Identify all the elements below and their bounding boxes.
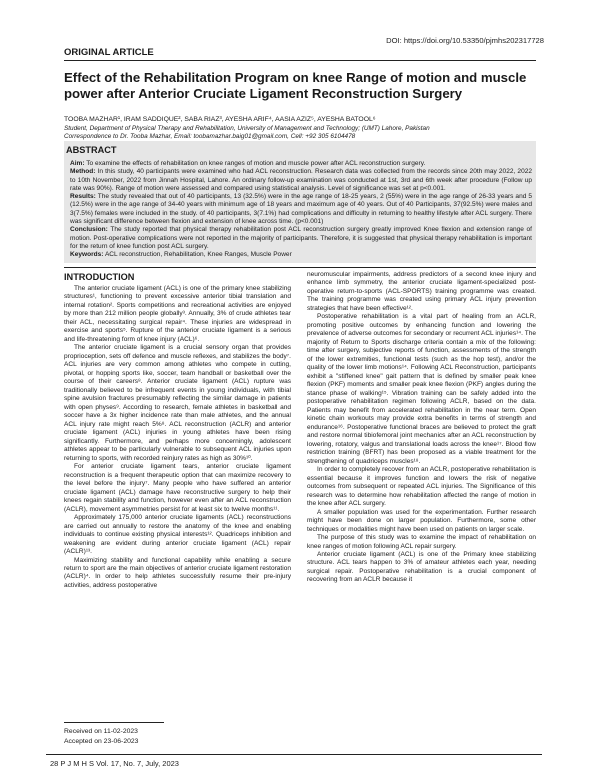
right-column — [307, 271, 536, 585]
body-paragraph: Postoperative rehabilitation is a vital part of healing from an ACLR, promoting positive outcomes by enhancing function and lowering the prevalence of adverse outcomes for secondary or recurrent ACL injuries¹⁴. The majority of Return to Sports discharge criteria contain a mix of the following: time after surgery, subjective reports of function, assessments of the strength of the lower extremities, functional tests (such as the hop test), and/or the quality of the lower limb motions¹⁴. Following ACL Reconstruction, participants exhibit a "stiffened knee" gait pattern that is defined by smaller peak knee flexion (PKF) moments and smaller peak knee flexion (PKF) angles during the stance phase of walking¹⁵. Vibration training can be safely added into the postoperative rehabilitation regimen following ACLR, based on the data. Patients may benefit from accelerated rehabilitation in the near term. Open kinetic chain workouts may provide extra benefits in terms of strength and endurance¹⁶. Postoperative functional braces are believed to protect the graft and restore normal tibiofemoral joint mechanics after an ACL reconstruction by lowering, rotatory, valgus and translational loads across the knee¹⁷. Blood flow restriction training (BFRT) has been proposed as a viable treatment for the strengthening of quadriceps muscles¹⁸. — [307, 313, 536, 465]
abstract-divider — [64, 267, 536, 268]
abstract-item-text: ACL reconstruction, Rehabilitation, Knee Ranges, Muscle Power — [103, 251, 292, 259]
article-title: Effect of the Rehabilitation Program on knee Range of motion and muscle power after Anterior Cruciate Ligament Reconstruction Surgery — [64, 70, 527, 101]
doi-link[interactable]: DOI: https://doi.org/10.53350/pjmhs202317728 — [386, 36, 544, 45]
author-block — [64, 116, 540, 142]
header-divider — [64, 60, 536, 61]
abstract-item-text: The study reported that physical therapy rehabilitation post ACL reconstruction surgery greatly improved Knee flexion and extension range of motion. Post-operative complications were not reported in the majority of participants. Therefore, it is suggested that physical therapy rehabilitation is important for the return of knee function post ACL surgery. — [70, 226, 532, 250]
abstract-item — [70, 168, 532, 193]
received-divider — [64, 722, 164, 723]
abstract-item-label: Aim: — [70, 160, 85, 167]
body-paragraph: Approximately 175,000 anterior cruciate ligaments (ACL) reconstructions are carried out annually to restore the anatomy of the knee and enabling individuals to continue existing physical interests¹². Quadriceps inhibition and weakening are evident during anterior cruciate ligament (ACL) repair (ACLR)¹³. — [64, 514, 291, 556]
abstract-item-text: The study revealed that out of 40 participants, 13 (32.5%) were in the age range of 18-25 years, 2 (55%) were in the age range of 26-33 years and 5 (12.5%) were in the age range of 34-40 years with minimum age of 18 years and maximum age of 40 years. Out of 40 Participants, 37(92.5%) were males and 3(7.5%) females were included in the study. of 40 participants, 3(7.1%) had complications and difficulty in returning to healthy lifestyle after ACL surgery. There was significant difference between flexion and extension of knee across time. (p<0.001) — [70, 193, 532, 226]
body-paragraph: The anterior cruciate ligament (ACL) is one of the primary knee stabilizing structures¹, functioning to prevent excessive anterior tibial translation and internal rotation². Sports competitions and recreational activities are enjoyed by more than 212 million people globally³. Annually, 3% of crude athletes tear their ACL, necessitating surgical repair⁴. These injuries are widespread in exercise and sports⁵. Rupture of the anterior cruciate ligament is a serious and life-threatening form of knee injury (ACL)⁶. — [64, 285, 291, 343]
author-list: TOOBA MAZHAR¹, IRAM SADDIQUE², SABA RIAZ³, AYESHA ARIF⁴, AASIA AZIZ⁵, AYESHA BATOOL⁶ — [64, 116, 376, 123]
abstract-heading: ABSTRACT — [66, 145, 117, 155]
abstract-item-label: Method: — [70, 168, 96, 176]
introduction-heading: INTRODUCTION — [64, 272, 135, 282]
abstract-item-text: In this study, 40 participants were examined who had ACL reconstruction. Research data was collected from the records since 20th may 2022, 2022 to 10th November, 2022 from Jinnah Hospital, Lahore. An ordinary follow-up examination was conducted at 1st, 3rd and 6th week after procedure (Follow up rate was 90%). Range of motion were assessed and compared using statistical analysis. Level of significance was set at p<0.001. — [70, 168, 532, 192]
abstract-body — [70, 160, 532, 260]
abstract-item-text: To examine the effects of rehabilitation on knee ranges of motion and muscle power after ACL reconstruction surgery. — [84, 160, 426, 167]
left-column — [64, 285, 291, 590]
article-type: ORIGINAL ARTICLE — [64, 47, 154, 58]
accepted-date: Accepted on 23-06-2023 — [64, 737, 139, 745]
abstract-item-label: Keywords: — [70, 251, 104, 259]
body-paragraph: In order to completely recover from an ACLR, postoperative rehabilitation is essential because it improves function and lowers the risk of negative outcomes from subsequent or repeated ACL injuries. The Significance of this research was to determine how rehabilitation affected the range of motion in the knee after ACL surgery. — [307, 466, 536, 508]
abstract-item — [70, 160, 532, 168]
body-paragraph: Anterior cruciate ligament (ACL) is one of the Primary knee stabilizing structure. ACL tears happen to 3% of amateur athletes each year, needing surgical repair. Postoperative rehabilitation is a crucial component of recovering from an ACLR because it — [307, 550, 536, 584]
body-paragraph: Maximizing stability and functional capability while enabling a secure return to sport are the main objectives of anterior cruciate ligament restoration (ACLR)⁴. In order to help athletes successfully resume their pre-injury activities, address postoperative — [64, 556, 291, 589]
received-date: Received on 11-02-2023 — [64, 728, 138, 735]
abstract-item — [70, 251, 532, 259]
body-paragraph: The anterior cruciate ligament is a crucial sensory organ that provides proprioception, sets off defence and muscle reflexes, and stabilizes the body⁷. ACL injuries are very common among athletes who compete in cutting, pivotal, or hopping sports like, soccer, team handball or basketball over the course of their careers⁸. Anterior cruciate ligament (ACL) rupture was traditionally believed to be infrequent events in young individuals, with tibial spine avulsion fractures presumably reflecting the similar damage in patients with open physes⁹. According to research, female athletes in basketball and soccer have a 3x higher incidence rate than male athletes, and the annual ACL injury rate might reach 5%⁸. ACL reconstruction (ACLR) and anterior cruciate ligament (ACL) injuries in young athletes have been rising significantly. Furthermore, and perhaps more concerningly, adolescent athletes appear to be particularly vulnerable to subsequent ACL injuries upon returning to sports, with recorded reinjury rates as high as 30%¹⁰. — [64, 344, 291, 462]
body-paragraph: The purpose of this study was to examine the impact of rehabilitation on knee ranges of motion following ACL repair surgery. — [307, 534, 536, 550]
body-paragraph: A smaller population was used for the experimentation. Further research might have been done on larger population. Furthermore, some other techniques or modalities might have been used on patients on larger scale. — [307, 508, 536, 533]
affiliation: Student, Department of Physical Therapy and Rehabilitation, University of Management and Technology; (UMT) Lahore, Pakistan — [64, 124, 430, 132]
footer-divider — [46, 754, 542, 755]
correspondence: Correspondence to Dr. Tooba Mazhar, Email: toobamazhar.baig01@gmail.com, Cell: +92 305 6104478 — [64, 133, 356, 141]
abstract-item-label: Conclusion: — [70, 226, 108, 234]
abstract-item-label: Results: — [70, 193, 96, 201]
body-paragraph: For anterior cruciate ligament tears, anterior cruciate ligament reconstruction is a frequent therapeutic option that can maximize recovery to the level before the injury⁷. Many people who have suffered an anterior cruciate ligament (ACL) damage have reconstructive surgery to help their knees regain stability and function, however even after an ACL reconstruction (ACLR), movement asymmetries persist for at least six to twelve months¹¹. — [64, 463, 291, 513]
page-footer: 28 P J M H S Vol. 17, No. 7, July, 2023 — [50, 759, 179, 768]
dates-block — [64, 727, 138, 746]
abstract-item — [70, 193, 532, 226]
body-paragraph: neuromuscular impairments, address predictors of a second knee injury and enhance limb symmetry, the anterior cruciate ligament-specialized post-operative return-to-sports (ACL-SPORTS) training programme was created. The training programme was created using primary ACL injury prevention strategies that have been effective¹². — [307, 271, 536, 312]
abstract-item — [70, 226, 532, 251]
